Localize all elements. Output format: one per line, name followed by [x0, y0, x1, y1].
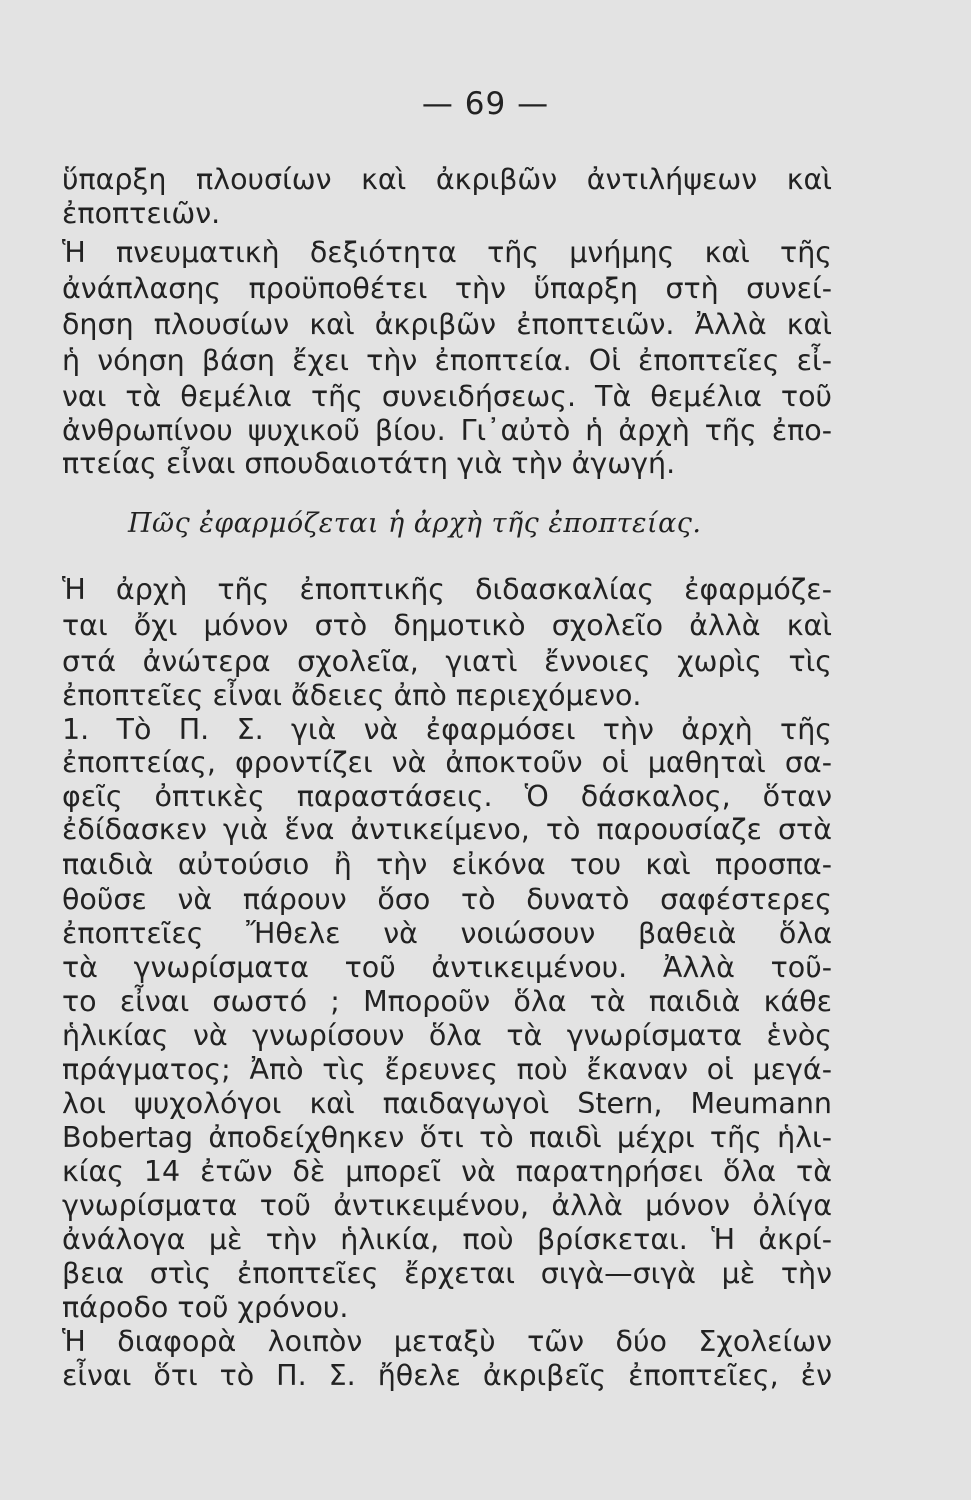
- text-line: λοι ψυχολόγοι καὶ παιδαγωγοὶ Stern, Meumann: [62, 1087, 832, 1120]
- text-line: δηση πλουσίων καὶ ἀκριβῶν ἐποπτειῶν. Ἀλλὰ καὶ: [62, 308, 832, 341]
- text-line: ἐποπτειῶν.: [62, 197, 221, 230]
- text-line: 1. Τὸ Π. Σ. γιὰ νὰ ἐφαρμόσει τὴν ἀρχὴ τῆς: [62, 713, 832, 746]
- text-line: ἐδίδασκεν γιὰ ἕνα ἀντικείμενο, τὸ παρουσίαζε στὰ: [62, 813, 832, 846]
- text-line: ται ὄχι μόνον στὸ δημοτικὸ σχολεῖο ἀλλὰ καὶ: [62, 609, 832, 642]
- text-line: στά ἀνώτερα σχολεῖα, γιατὶ ἔννοιες χωρὶς τὶς: [62, 645, 832, 678]
- text-line: εἶναι ὅτι τὸ Π. Σ. ἤθελε ἀκριβεῖς ἐποπτεῖες, ἐν: [62, 1359, 832, 1392]
- text-line: πάροδο τοῦ χρόνου.: [62, 1291, 349, 1324]
- text-line: κίας 14 ἐτῶν δὲ μπορεῖ νὰ παρατηρήσει ὅλα τὰ: [62, 1155, 832, 1188]
- text-line: ναι τὰ θεμέλια τῆς συνειδήσεως. Τὰ θεμέλια τοῦ: [62, 380, 832, 413]
- text-line: παιδιὰ αὐτούσιο ἢ τὴν εἰκόνα του καὶ προσπα-: [62, 848, 832, 881]
- text-line: πτείας εἶναι σπουδαιοτάτη γιὰ τὴν ἀγωγή.: [62, 447, 676, 480]
- text-line: ἐποπτείας, φροντίζει νὰ ἀποκτοῦν οἱ μαθηταὶ σα-: [62, 746, 832, 779]
- text-line: ἀνθρωπίνου ψυχικοῦ βίου. Γι᾿αὐτὸ ἡ ἀρχὴ τῆς ἐπο-: [62, 414, 832, 447]
- text-line: φεῖς ὀπτικὲς παραστάσεις. Ὁ δάσκαλος, ὅταν: [62, 780, 832, 813]
- text-line: πράγματος; Ἀπὸ τὶς ἔρευνες ποὺ ἔκαναν οἱ μεγά-: [62, 1053, 832, 1086]
- text-line: γνωρίσματα τοῦ ἀντικειμένου, ἀλλὰ μόνον ὀλίγα: [62, 1189, 832, 1222]
- text-line: βεια στὶς ἐποπτεῖες ἔρχεται σιγὰ—σιγὰ μὲ τὴν: [62, 1257, 832, 1290]
- text-line: ἐποπτεῖες εἶναι ἄδειες ἀπὸ περιεχόμενο.: [62, 679, 642, 712]
- section-heading: Πῶς ἐφαρμόζεται ἡ ἀρχὴ τῆς ἐποπτείας.: [128, 508, 702, 539]
- text-line: Ἡ πνευματικὴ δεξιότητα τῆς μνήμης καὶ τῆς: [62, 236, 832, 269]
- text-line: Bobertag ἀποδείχθηκεν ὅτι τὸ παιδὶ μέχρι τῆς ἡλι-: [62, 1121, 832, 1154]
- text-line: ἡλικίας νὰ γνωρίσουν ὅλα τὰ γνωρίσματα ἑνὸς: [62, 1019, 832, 1052]
- text-line: Ἡ ἀρχὴ τῆς ἐποπτικῆς διδασκαλίας ἐφαρμόζε-: [62, 573, 832, 606]
- text-line: ἀνάλογα μὲ τὴν ἡλικία, ποὺ βρίσκεται. Ἡ ἀκρί-: [62, 1223, 832, 1256]
- text-line: θοῦσε νὰ πάρουν ὅσο τὸ δυνατὸ σαφέστερες: [62, 883, 832, 916]
- text-line: τὰ γνωρίσματα τοῦ ἀντικειμένου. Ἀλλὰ τοῦ-: [62, 951, 832, 984]
- text-line: ἐποπτεῖες Ἤθελε νὰ νοιώσουν βαθειὰ ὅλα: [62, 917, 832, 950]
- text-line: Ἡ διαφορὰ λοιπὸν μεταξὺ τῶν δύο Σχολείων: [62, 1325, 832, 1358]
- page-number: — 69 —: [421, 86, 550, 122]
- text-line: το εἶναι σωστό ; Μποροῦν ὅλα τὰ παιδιὰ κάθε: [62, 985, 832, 1018]
- text-line: ἡ νόηση βάση ἔχει τὴν ἐποπτεία. Οἱ ἐποπτεῖες εἶ-: [62, 344, 832, 377]
- text-line: ὕπαρξη πλουσίων καὶ ἀκριβῶν ἀντιλήψεων καὶ: [62, 163, 832, 196]
- text-line: ἀνάπλασης προϋποθέτει τὴν ὕπαρξη στὴ συνεί-: [62, 272, 832, 305]
